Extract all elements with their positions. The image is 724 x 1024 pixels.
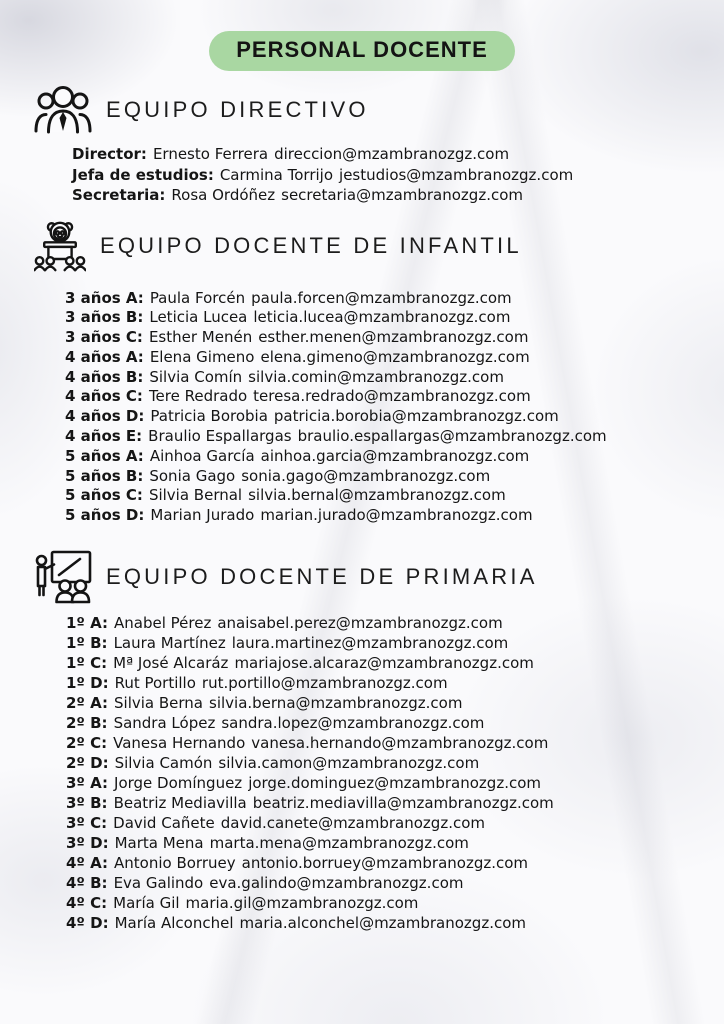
- staff-email: mariajose.alcaraz@mzambranozgz.com: [234, 654, 534, 673]
- staff-email: silvia.bernal@mzambranozgz.com: [248, 486, 506, 505]
- staff-role-label: 2º A:: [66, 694, 109, 713]
- infantil-list: [65, 289, 724, 527]
- staff-name: Silvia Berna: [114, 694, 203, 713]
- staff-role-label: 3º A:: [66, 774, 109, 793]
- staff-email: braulio.espallargas@mzambranozgz.com: [297, 427, 607, 446]
- staff-row: [66, 693, 724, 713]
- staff-email: patricia.borobia@mzambranozgz.com: [273, 407, 559, 426]
- staff-name: Sandra López: [113, 714, 216, 733]
- staff-name: Jorge Domínguez: [114, 774, 243, 793]
- staff-name: Antonio Borruey: [114, 854, 236, 873]
- badge-row: [0, 0, 724, 71]
- staff-email: eva.galindo@mzambranozgz.com: [209, 874, 464, 893]
- staff-name: Tere Redrado: [148, 387, 248, 406]
- staff-role-label: 2º D:: [66, 754, 109, 773]
- staff-email: jestudios@mzambranozgz.com: [339, 165, 574, 184]
- section-header-primaria: [34, 550, 724, 604]
- staff-row: [65, 308, 724, 328]
- staff-name: Carmina Torrijo: [219, 165, 334, 184]
- staff-role-label: 3º B:: [66, 794, 108, 813]
- staff-role-label: 5 años B:: [65, 466, 144, 485]
- staff-row: [66, 833, 724, 853]
- staff-row: [66, 893, 724, 913]
- staff-name: Sonia Gago: [149, 466, 236, 485]
- staff-name: Ernesto Ferrera: [152, 145, 269, 163]
- staff-name: Silvia Comín: [149, 367, 243, 386]
- staff-row: [65, 427, 724, 447]
- staff-name: Marta Mena: [114, 834, 204, 853]
- staff-email: beatriz.mediavilla@mzambranozgz.com: [252, 794, 554, 813]
- section-header-infantil: [34, 219, 724, 273]
- directivo-list: [72, 144, 724, 206]
- teacher-whiteboard-icon: [34, 550, 92, 604]
- section-title: EQUIPO DOCENTE DE PRIMARIA: [106, 564, 538, 590]
- staff-name: Rosa Ordóñez: [171, 186, 276, 204]
- staff-row: [66, 613, 724, 633]
- staff-role-label: 4 años C:: [65, 387, 143, 406]
- staff-name: Ainhoa García: [149, 446, 255, 465]
- staff-role-label: 4º B:: [66, 874, 108, 893]
- staff-email: david.canete@mzambranozgz.com: [220, 814, 485, 833]
- staff-row: [72, 144, 724, 165]
- staff-role-label: Director:: [72, 145, 147, 163]
- staff-role-label: 3 años A:: [65, 288, 144, 307]
- staff-role-label: 5 años D:: [65, 506, 145, 525]
- staff-role-label: 4 años D:: [65, 407, 145, 426]
- staff-role-label: Secretaria:: [72, 186, 166, 204]
- staff-row: [66, 873, 724, 893]
- staff-row: [65, 387, 724, 407]
- staff-row: [66, 773, 724, 793]
- staff-email: ainhoa.garcia@mzambranozgz.com: [260, 446, 530, 465]
- staff-row: [65, 348, 724, 368]
- staff-role-label: 4º A:: [66, 854, 109, 873]
- staff-role-label: 5 años C:: [65, 486, 143, 505]
- staff-role-label: Jefa de estudios:: [72, 165, 214, 184]
- staff-email: silvia.camon@mzambranozgz.com: [218, 754, 480, 773]
- staff-email: antonio.borruey@mzambranozgz.com: [241, 854, 529, 873]
- staff-role-label: 3º D:: [66, 834, 109, 853]
- staff-name: Silvia Camón: [114, 754, 213, 773]
- primaria-list: [66, 613, 724, 933]
- staff-email: maria.alconchel@mzambranozgz.com: [239, 914, 526, 933]
- staff-name: Marian Jurado: [150, 506, 255, 525]
- staff-row: [66, 733, 724, 753]
- staff-role-label: 4 años A:: [65, 347, 144, 366]
- staff-name: Eva Galindo: [113, 874, 204, 893]
- staff-email: silvia.comin@mzambranozgz.com: [248, 367, 504, 386]
- staff-name: Paula Forcén: [149, 288, 246, 307]
- staff-row: [65, 328, 724, 348]
- title-badge: PERSONAL DOCENTE: [209, 31, 515, 71]
- staff-email: jorge.dominguez@mzambranozgz.com: [248, 774, 541, 793]
- staff-row: [66, 913, 724, 933]
- staff-role-label: 1º C:: [66, 654, 108, 673]
- staff-name: Braulio Espallargas: [148, 427, 292, 446]
- staff-email: silvia.berna@mzambranozgz.com: [209, 694, 463, 713]
- staff-name: Silvia Bernal: [148, 486, 243, 505]
- staff-email: paula.forcen@mzambranozgz.com: [251, 288, 512, 307]
- staff-email: marian.jurado@mzambranozgz.com: [260, 506, 533, 525]
- staff-row: [65, 289, 724, 309]
- staff-role-label: 2º C:: [66, 734, 108, 753]
- staff-email: leticia.lucea@mzambranozgz.com: [253, 308, 511, 327]
- staff-row: [66, 793, 724, 813]
- staff-role-label: 1º D:: [66, 674, 109, 693]
- staff-name: María Gil: [113, 894, 180, 913]
- staff-email: laura.martinez@mzambranozgz.com: [231, 634, 509, 653]
- staff-email: sonia.gago@mzambranozgz.com: [241, 466, 491, 485]
- staff-name: María Alconchel: [114, 914, 234, 933]
- staff-role-label: 4 años E:: [65, 427, 143, 446]
- staff-email: elena.gimeno@mzambranozgz.com: [260, 347, 530, 366]
- staff-name: Mª José Alcaráz: [113, 654, 229, 673]
- staff-row: [65, 506, 724, 526]
- staff-name: Leticia Lucea: [149, 308, 248, 327]
- staff-row: [66, 653, 724, 673]
- staff-role-label: 4º C:: [66, 894, 108, 913]
- staff-email: sandra.lopez@mzambranozgz.com: [221, 714, 485, 733]
- staff-email: rut.portillo@mzambranozgz.com: [201, 674, 448, 693]
- section-header-directivo: [34, 84, 724, 136]
- staff-role-label: 3º C:: [66, 814, 108, 833]
- staff-row: [72, 165, 724, 186]
- staff-role-label: 4º D:: [66, 914, 109, 933]
- teacher-podium-icon: [34, 219, 86, 273]
- staff-email: marta.mena@mzambranozgz.com: [209, 834, 469, 853]
- staff-role-label: 3 años B:: [65, 308, 144, 327]
- staff-name: Laura Martínez: [113, 634, 226, 653]
- leadership-team-icon: [34, 84, 92, 136]
- staff-row: [66, 713, 724, 733]
- staff-name: Elena Gimeno: [149, 347, 255, 366]
- staff-row: [66, 673, 724, 693]
- staff-name: Anabel Pérez: [114, 614, 212, 633]
- staff-row: [66, 633, 724, 653]
- staff-email: secretaria@mzambranozgz.com: [281, 186, 524, 204]
- section-title: EQUIPO DOCENTE DE INFANTIL: [100, 232, 522, 258]
- staff-row: [66, 853, 724, 873]
- staff-email: direccion@mzambranozgz.com: [274, 145, 510, 163]
- staff-name: Rut Portillo: [114, 674, 196, 693]
- staff-row: [65, 407, 724, 427]
- staff-role-label: 3 años C:: [65, 328, 143, 347]
- staff-role-label: 4 años B:: [65, 367, 144, 386]
- section-title: EQUIPO DIRECTIVO: [106, 97, 369, 122]
- staff-name: David Cañete: [113, 814, 215, 833]
- staff-row: [65, 368, 724, 388]
- staff-email: anaisabel.perez@mzambranozgz.com: [217, 614, 503, 633]
- staff-name: Vanesa Hernando: [113, 734, 246, 753]
- staff-row: [66, 813, 724, 833]
- staff-name: Beatriz Mediavilla: [113, 794, 247, 813]
- staff-role-label: 1º A:: [66, 614, 109, 633]
- staff-name: Esther Menén: [148, 328, 253, 347]
- staff-row: [65, 447, 724, 467]
- staff-email: esther.menen@mzambranozgz.com: [258, 328, 529, 347]
- staff-row: [65, 467, 724, 487]
- staff-email: maria.gil@mzambranozgz.com: [185, 894, 419, 913]
- staff-email: vanesa.hernando@mzambranozgz.com: [251, 734, 549, 753]
- staff-role-label: 2º B:: [66, 714, 108, 733]
- staff-name: Patricia Borobia: [150, 407, 268, 426]
- staff-role-label: 1º B:: [66, 634, 108, 653]
- staff-row: [65, 486, 724, 506]
- staff-row: [66, 753, 724, 773]
- staff-role-label: 5 años A:: [65, 446, 144, 465]
- staff-email: teresa.redrado@mzambranozgz.com: [253, 387, 531, 406]
- staff-row: [72, 185, 724, 206]
